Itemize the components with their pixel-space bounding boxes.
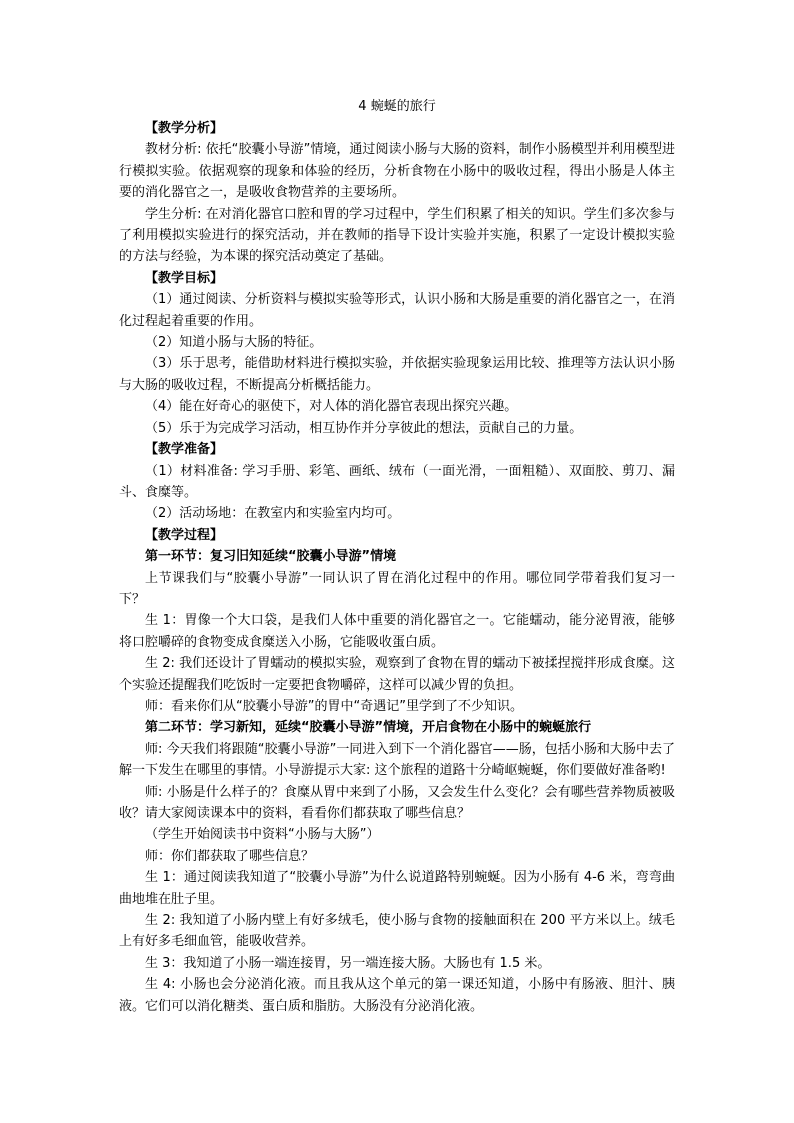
prep-item-materials: （1）材料准备: 学习手册、彩笔、画纸、绒布（一面光滑，一面粗糙）、双面胶、剪刀、漏斗、食糜等。 [119, 463, 675, 500]
dialogue-student-6: 生 4: 小肠也会分泌消化液。而且我从这个单元的第一课还知道，小肠中有肠液、胆汁、胰液。它们可以消化糖类、蛋白质和脂肪。大肠没有分泌消化液。 [119, 977, 675, 1014]
section-heading-process: 【教学过程】 [145, 527, 224, 543]
stage-heading-1: 第一环节：复习旧知延续“胶囊小导游”情境 [145, 549, 397, 565]
dialogue-teacher-2: 师：看来你们从“胶囊小导游”的胃中“奇遇记”里学到了不少知识。 [145, 698, 523, 714]
reading-note: （学生开始阅读书中资料“小肠与大肠”） [145, 827, 380, 843]
section-heading-goals: 【教学目标】 [145, 270, 224, 286]
dialogue-student-2: 生 2: 我们还设计了胃蠕动的模拟实验，观察到了食物在胃的蠕动下被揉捏搅拌形成食糜。这个实验还提醒我们吃饭时一定要把食物嚼碎，这样可以减少胃的负担。 [119, 656, 675, 693]
lesson-title: 4 蜿蜒的旅行 [358, 99, 436, 114]
goal-item-5: （5）乐于为完成学习活动，相互协作并分享彼此的想法，贡献自己的力量。 [145, 420, 583, 436]
section-heading-analysis: 【教学分析】 [145, 121, 224, 136]
prep-item-venue: （2）活动场地：在教室内和实验室内均可。 [145, 506, 401, 522]
dialogue-teacher-3: 师: 今天我们将跟随“胶囊小导游”一同进入到下一个消化器官——肠，包括小肠和大肠中去了解一下发生在哪里的事情。小导游提示大家: 这个旅程的道路十分崎岖蜿蜒，你们要做好准备哟! [119, 741, 675, 779]
dialogue-student-5: 生 3：我知道了小肠一端连接胃，另一端连接大肠。大肠也有 1.5 米。 [145, 955, 551, 971]
stage-heading-2: 第二环节：学习新知，延续“胶囊小导游”情境，开启食物在小肠中的蜿蜒旅行 [145, 720, 592, 736]
goal-item-1: （1）通过阅读、分析资料与模拟实验等形式，认识小肠和大肠是重要的消化器官之一，在消化过程起着重要的作用。 [119, 292, 675, 329]
paragraph-textbook-analysis: 教材分析: 依托“胶囊小导游”情境，通过阅读小肠与大肠的资料，制作小肠模型并利用模型进行模拟实验。依据观察的现象和体验的经历，分析食物在小肠中的吸收过程，得出小肠是人体主要的消化器官之一，是吸收食物营养的主要场所。 [119, 142, 675, 201]
dialogue-teacher-5: 师：你们都获取了哪些信息？ [145, 848, 315, 864]
section-heading-preparation: 【教学准备】 [145, 442, 224, 458]
goal-item-2: （2）知道小肠与大肠的特征。 [145, 335, 323, 351]
paragraph-student-analysis: 学生分析: 在对消化器官口腔和胃的学习过程中，学生们积累了相关的知识。学生们多次参与了利用模拟实验进行的探究活动，并在教师的指导下设计实验并实施，积累了一定设计模拟实验的方法与经验，为本课的探究活动奠定了基础。 [119, 206, 675, 265]
dialogue-student-1: 生 1：胃像一个大口袋，是我们人体中重要的消化器官之一。它能蠕动，能分泌胃液，能够将口腔嚼碎的食物变成食糜送入小肠，它能吸收蛋白质。 [119, 613, 675, 650]
dialogue-student-4: 生 2: 我知道了小肠内壁上有好多绒毛，使小肠与食物的接触面积在 200 平方米以上。绒毛上有好多毛细血管，能吸收营养。 [119, 913, 675, 950]
dialogue-student-3: 生 1：通过阅读我知道了“胶囊小导游”为什么说道路特别蜿蜒。因为小肠有 4-6 米，弯弯曲曲地堆在肚子里。 [119, 870, 675, 907]
dialogue-teacher-4: 师: 小肠是什么样子的？食糜从胃中来到了小肠，又会发生什么变化？会有哪些营养物质被吸收？请大家阅读课本中的资料，看看你们都获取了哪些信息？ [119, 784, 675, 821]
goal-item-3: （3）乐于思考，能借助材料进行模拟实验，并依据实验现象运用比较、推理等方法认识小肠与大肠的吸收过程，不断提高分析概括能力。 [119, 356, 675, 393]
dialogue-teacher-1: 上节课我们与“胶囊小导游”一同认识了胃在消化过程中的作用。哪位同学带着我们复习一下？ [119, 570, 675, 607]
goal-item-4: （4）能在好奇心的驱使下，对人体的消化器官表现出探究兴趣。 [145, 399, 518, 415]
document-page [119, 96, 675, 1017]
